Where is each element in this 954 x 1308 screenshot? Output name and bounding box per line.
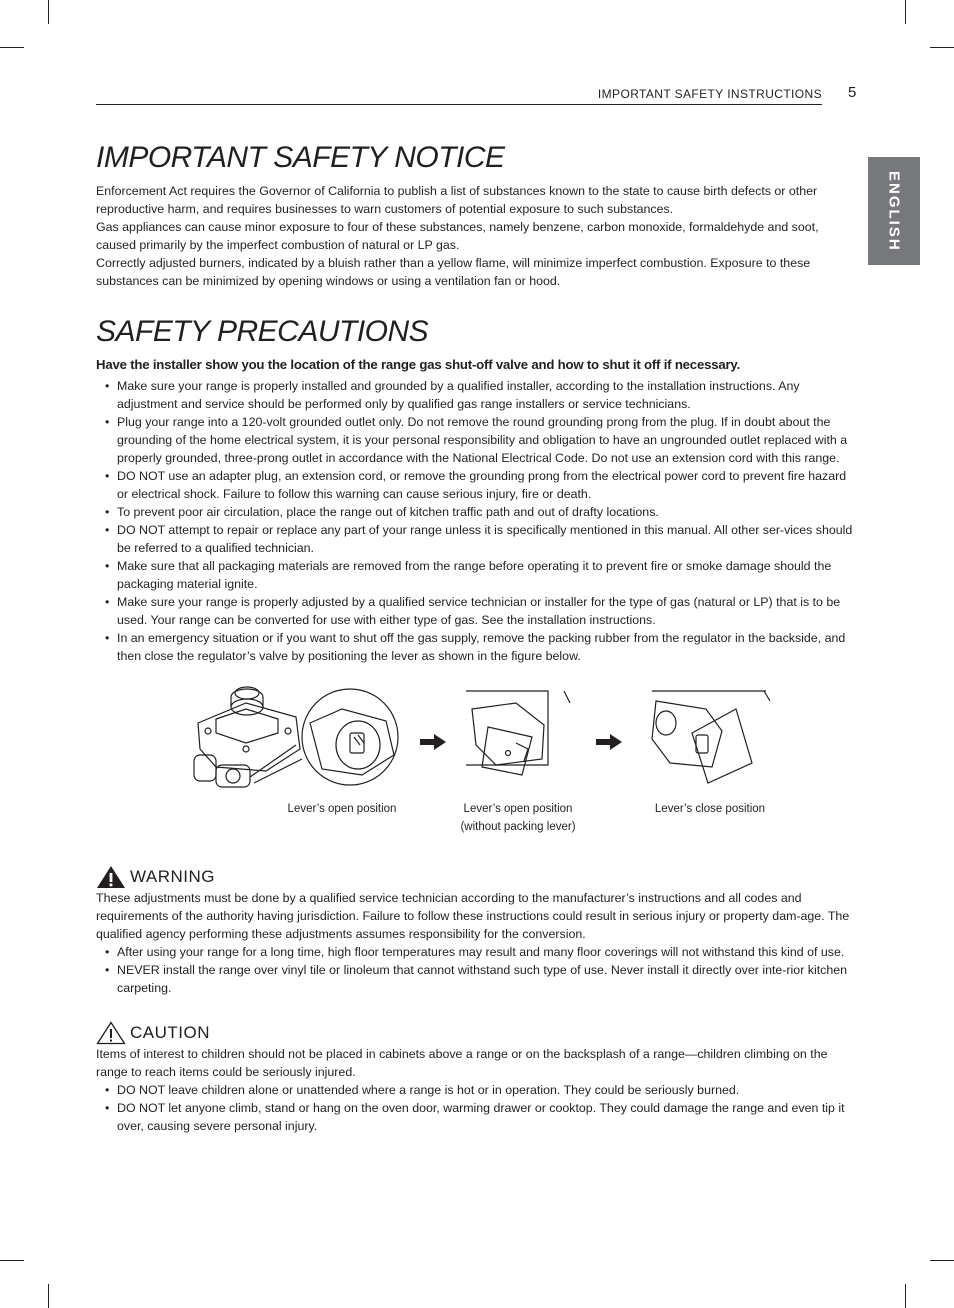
regulator-figure: [96, 679, 860, 859]
caution-paragraph: Items of interest to children should not be placed in cabinets above a range or on the backsplash of a range—children climbing on the range to reach items could be seriously injured.: [96, 1047, 828, 1079]
notice-paragraph: Enforcement Act requires the Governor of California to publish a list of substances known to the state to cause birth defects or other reproductive harm, and requires businesses to warn customers of potential exposure to such substances.: [96, 184, 818, 216]
caption-open-no-lever: Lever’s open position (without packing lever): [460, 803, 576, 833]
precautions-subheading: Have the installer show you the location of the range gas shut-off valve and how to shut it off if necessary.: [96, 357, 741, 372]
crop-mark: [905, 1284, 906, 1308]
main-content: [96, 138, 860, 1135]
header-rule: [96, 104, 822, 105]
precautions-list: [96, 377, 860, 665]
caution-heading: [96, 1021, 860, 1045]
notice-body: [96, 182, 860, 290]
right-arrow-icon: [596, 734, 622, 750]
language-tab: [868, 157, 920, 265]
list-item: • NEVER install the range over vinyl tile or linoleum that cannot withstand such type of use. Never install it directly over inte-rior kitchen carpeting.: [96, 961, 860, 997]
page-number: 5: [848, 84, 857, 101]
warning-triangle-icon: [96, 865, 126, 889]
list-item: • DO NOT attempt to repair or replace any part of your range unless it is specifically mentioned in this manual. All other ser-vices should be referred to a qualified technician.: [96, 521, 860, 557]
notice-title: IMPORTANT SAFETY NOTICE: [96, 141, 505, 174]
list-item: • Make sure that all packaging materials are removed from the range before operating it to prevent fire or smoke damage should the packaging material ignite.: [96, 557, 860, 593]
lever-open-no-packing-icon: [466, 691, 570, 775]
list-item: • After using your range for a long time, high floor temperatures may result and many floor coverings will not withstand this kind of use.: [96, 943, 860, 961]
list-item: • DO NOT let anyone climb, stand or hang on the oven door, warming drawer or cooktop. They could damage the range and even tip it over, causing severe personal injury.: [96, 1099, 860, 1135]
warning-block: [96, 865, 860, 997]
caution-triangle-icon: [96, 1021, 126, 1045]
running-header: IMPORTANT SAFETY INSTRUCTIONS: [597, 87, 822, 101]
regulator-icon: [194, 687, 302, 787]
list-item: • DO NOT use an adapter plug, an extension cord, or remove the grounding prong from the electrical power cord to prevent fire hazard or electrical shock. Failure to follow this warning can cause serious injury, fire or death.: [96, 467, 860, 503]
list-item: • Plug your range into a 120-volt grounded outlet only. Do not remove the round grounding prong from the plug. If in doubt about the grounding of the home electrical system, it is your personal responsibility and obligation to have an ungrounded outlet replaced with a properly grounded, three-prong outlet in accordance with the National Electrical Code. Do not use an extension cord with this range.: [96, 413, 860, 467]
notice-paragraph: Gas appliances can cause minor exposure to four of these substances, namely benzene, carbon monoxide, formaldehyde and soot, caused primarily by the imperfect combustion of natural or LP gas.: [96, 220, 819, 252]
right-arrow-icon: [420, 734, 446, 750]
lever-close-icon: [652, 691, 770, 783]
crop-mark: [48, 0, 49, 24]
list-item: • Make sure your range is properly installed and grounded by a qualified installer, according to the installation instructions. Any adjustment and service should be performed only by qualified gas range installers or service technicians.: [96, 377, 860, 413]
crop-mark: [0, 47, 24, 48]
language-tab-label: ENGLISH: [885, 170, 903, 252]
list-item: • Make sure your range is properly adjusted by a qualified service technician or installer for the type of gas (natural or LP) that is to be used. Your range can be converted for use with either type of gas. See the installation instructions.: [96, 593, 860, 629]
crop-mark: [930, 47, 954, 48]
warning-heading: [96, 865, 860, 889]
list-item: • DO NOT leave children alone or unattended where a range is hot or in operation. They could be seriously burned.: [96, 1081, 860, 1099]
crop-mark: [930, 1260, 954, 1261]
crop-mark: [48, 1284, 49, 1308]
caution-list: [96, 1081, 860, 1135]
notice-paragraph: Correctly adjusted burners, indicated by a bluish rather than a yellow flame, will minimize imperfect combustion. Exposure to these substances can be minimized by opening windows or using a ventilation fan or hood.: [96, 256, 811, 288]
warning-label: WARNING: [130, 867, 216, 886]
caution-label: CAUTION: [130, 1023, 210, 1042]
list-item: • In an emergency situation or if you want to shut off the gas supply, remove the packing rubber from the regulator in the backside, and then close the regulator’s valve by positioning the lever as shown in the figure below.: [96, 629, 860, 665]
caption-open: Lever’s open position: [287, 803, 397, 815]
crop-mark: [905, 0, 906, 24]
warning-paragraph: These adjustments must be done by a qualified service technician according to the manufacturer’s instructions and all codes and requirements of the authority having jurisdiction. Failure to follow these instructions could result in serious injury or property dam-age. The qualified agency performing these adjustments assumes responsibility for the conversion.: [96, 891, 850, 941]
crop-mark: [0, 1260, 24, 1261]
lever-open-detail-icon: [302, 689, 398, 785]
list-item: • To prevent poor air circulation, place the range out of kitchen traffic path and out of drafty locations.: [96, 503, 860, 521]
caption-close: Lever’s close position: [654, 803, 766, 815]
warning-list: [96, 943, 860, 997]
caution-block: [96, 1021, 860, 1135]
precautions-title: SAFETY PRECAUTIONS: [96, 315, 429, 348]
regulator-illustration: [96, 679, 860, 819]
